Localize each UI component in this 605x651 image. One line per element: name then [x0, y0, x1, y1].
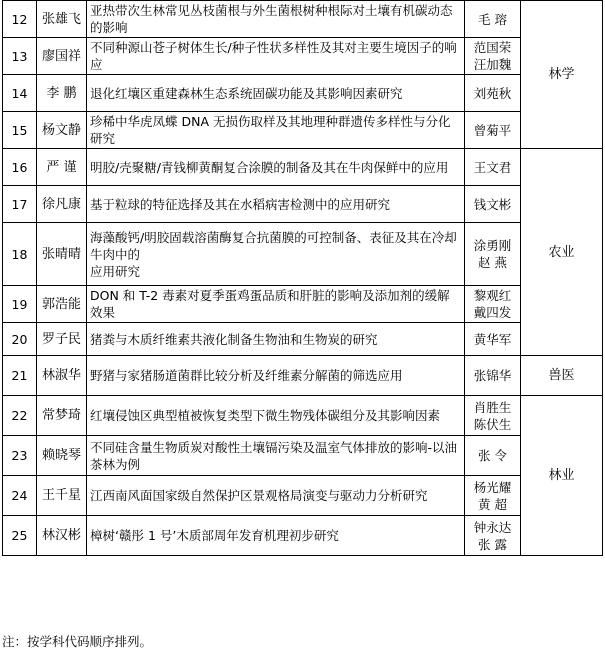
student-name: 徐凡康	[37, 186, 87, 223]
thesis-title-text: 明胶/壳聚糖/青钱柳黄酮复合涂膜的制备及其在牛肉保鲜中的应用	[90, 159, 449, 175]
advisor-cell	[465, 1, 521, 38]
student-name: 罗子民	[37, 323, 87, 356]
advisor-name: 张锦华	[473, 368, 512, 383]
advisor-name: 戴四发	[473, 305, 512, 320]
thesis-title-text: 基于粒球的特征选择及其在水稻病害检测中的应用研究	[90, 196, 391, 212]
advisor-name: 钟永达	[473, 519, 512, 535]
student-name: 郭浩能	[37, 286, 87, 323]
student-name: 常梦琦	[37, 396, 87, 436]
thesis-title-text: 红壤侵蚀区典型植被恢复类型下微生物残体碳组分及其影响因素	[90, 408, 441, 423]
row-number: 19	[3, 286, 37, 323]
table-row	[3, 1, 603, 38]
category-cell: 林业	[521, 396, 603, 556]
row-number: 24	[3, 476, 37, 516]
thesis-title	[87, 323, 465, 356]
student-name: 林汉彬	[37, 516, 87, 556]
category-cell: 兽医	[521, 356, 603, 396]
student-name: 赖晓琴	[37, 436, 87, 476]
thesis-title	[87, 356, 465, 396]
advisor-name: 肖胜生	[473, 399, 512, 415]
table-row	[3, 476, 603, 516]
table-row	[3, 516, 603, 556]
advisor-cell	[465, 149, 521, 186]
table-row	[3, 436, 603, 476]
advisor-cell	[465, 112, 521, 149]
student-name: 李 鹏	[37, 75, 87, 112]
thesis-title	[87, 396, 465, 436]
thesis-title-text: 猪粪与木质纤维素共液化制备生物油和生物炭的研究	[90, 331, 378, 347]
advisor-cell	[465, 323, 521, 356]
advisor-name: 张 露	[478, 536, 507, 552]
table-row	[3, 396, 603, 436]
advisor-name: 黄 超	[478, 496, 507, 512]
table-row	[3, 286, 603, 323]
advisor-name: 范国荣	[473, 40, 512, 55]
thesis-title	[87, 112, 465, 149]
row-number: 23	[3, 436, 37, 476]
student-name: 王千星	[37, 476, 87, 516]
advisor-name: 陈伏生	[473, 416, 512, 432]
thesis-title	[87, 516, 465, 556]
row-number: 21	[3, 356, 37, 396]
row-number: 12	[3, 1, 37, 38]
advisor-name: 黎观红	[473, 288, 512, 303]
thesis-title-text: 不同硅含量生物质炭对酸性土壤镉污染及温室气体排放的影响-以油茶林为例	[90, 439, 458, 472]
advisor-cell	[465, 396, 521, 436]
advisor-cell	[465, 38, 521, 75]
table-row	[3, 149, 603, 186]
thesis-title-text: 江西南风面国家级自然保护区景观格局演变与驱动力分析研究	[90, 488, 428, 503]
table-row	[3, 223, 603, 286]
advisor-name: 毛 瑢	[478, 11, 507, 27]
table-row	[3, 356, 603, 396]
thesis-title	[87, 286, 465, 323]
advisor-cell	[465, 186, 521, 223]
table-row	[3, 38, 603, 75]
thesis-title	[87, 38, 465, 75]
advisor-name: 杨光耀	[473, 479, 512, 495]
thesis-title	[87, 1, 465, 38]
thesis-title-text: 亚热带次生林常见丛枝菌根与外生菌根树种根际对土壤有机碳动态的影响	[90, 3, 453, 35]
thesis-title-text: 樟树‘赣彤 1 号’木质部周年发育机理初步研究	[90, 528, 339, 543]
student-name: 严 谨	[37, 149, 87, 186]
thesis-title	[87, 186, 465, 223]
thesis-title	[87, 75, 465, 112]
thesis-title-text: 野猪与家猪肠道菌群比较分析及纤维素分解菌的筛选应用	[90, 368, 403, 383]
row-number: 15	[3, 112, 37, 149]
advisor-name: 赵 燕	[478, 255, 507, 270]
table-row	[3, 112, 603, 149]
row-number: 16	[3, 149, 37, 186]
table-body	[3, 1, 603, 556]
advisor-cell	[465, 516, 521, 556]
row-number: 17	[3, 186, 37, 223]
thesis-title-text: 珍稀中华虎凤蝶 DNA 无损伤取样及其地理种群遗传多样性与分化研究	[90, 114, 451, 146]
student-name: 张雄飞	[37, 1, 87, 38]
row-number: 20	[3, 323, 37, 356]
row-number: 14	[3, 75, 37, 112]
table-row	[3, 186, 603, 223]
advisor-name: 王文君	[473, 159, 512, 175]
advisor-name: 汪加魏	[473, 57, 512, 72]
row-number: 25	[3, 516, 37, 556]
advisor-cell	[465, 223, 521, 286]
advisor-name: 刘苑秋	[473, 85, 512, 101]
advisor-name: 黄华军	[473, 331, 512, 347]
thesis-title	[87, 149, 465, 186]
thesis-title-text: 海藻酸钙/明胶固载溶菌酶复合抗菌膜的可控制备、表征及其在冷却牛肉中的	[90, 229, 457, 262]
table-row	[3, 75, 603, 112]
advisor-cell	[465, 75, 521, 112]
thesis-title	[87, 436, 465, 476]
thesis-title-text: DON 和 T-2 毒素对夏季蛋鸡蛋品质和肝脏的影响及添加剂的缓解效果	[90, 288, 450, 320]
advisor-cell	[465, 286, 521, 323]
thesis-title-text: 应用研究	[90, 263, 141, 279]
table-row	[3, 323, 603, 356]
table-note: 注：按学科代码顺序排列。	[2, 634, 153, 649]
thesis-title	[87, 476, 465, 516]
category-cell: 农业	[521, 149, 603, 356]
category-cell: 林学	[521, 1, 603, 149]
thesis-title-text: 退化红壤区重建森林生态系统固碳功能及其影响因素研究	[90, 85, 403, 101]
student-name: 廖国祥	[37, 38, 87, 75]
thesis-title	[87, 223, 465, 286]
advisor-cell	[465, 436, 521, 476]
advisor-cell	[465, 476, 521, 516]
advisor-name: 曾菊平	[473, 122, 512, 138]
awards-table	[2, 0, 603, 556]
advisor-name: 涂勇刚	[473, 238, 512, 253]
advisor-cell	[465, 356, 521, 396]
row-number: 18	[3, 223, 37, 286]
advisor-name: 钱文彬	[473, 196, 512, 212]
student-name: 林淑华	[37, 356, 87, 396]
row-number: 22	[3, 396, 37, 436]
thesis-title-text: 不同种源山苍子树体生长/种子性状多样性及其对主要生境因子的响应	[90, 40, 457, 72]
student-name: 杨文静	[37, 112, 87, 149]
advisor-name: 张 令	[478, 448, 507, 463]
student-name: 张晴晴	[37, 223, 87, 286]
row-number: 13	[3, 38, 37, 75]
